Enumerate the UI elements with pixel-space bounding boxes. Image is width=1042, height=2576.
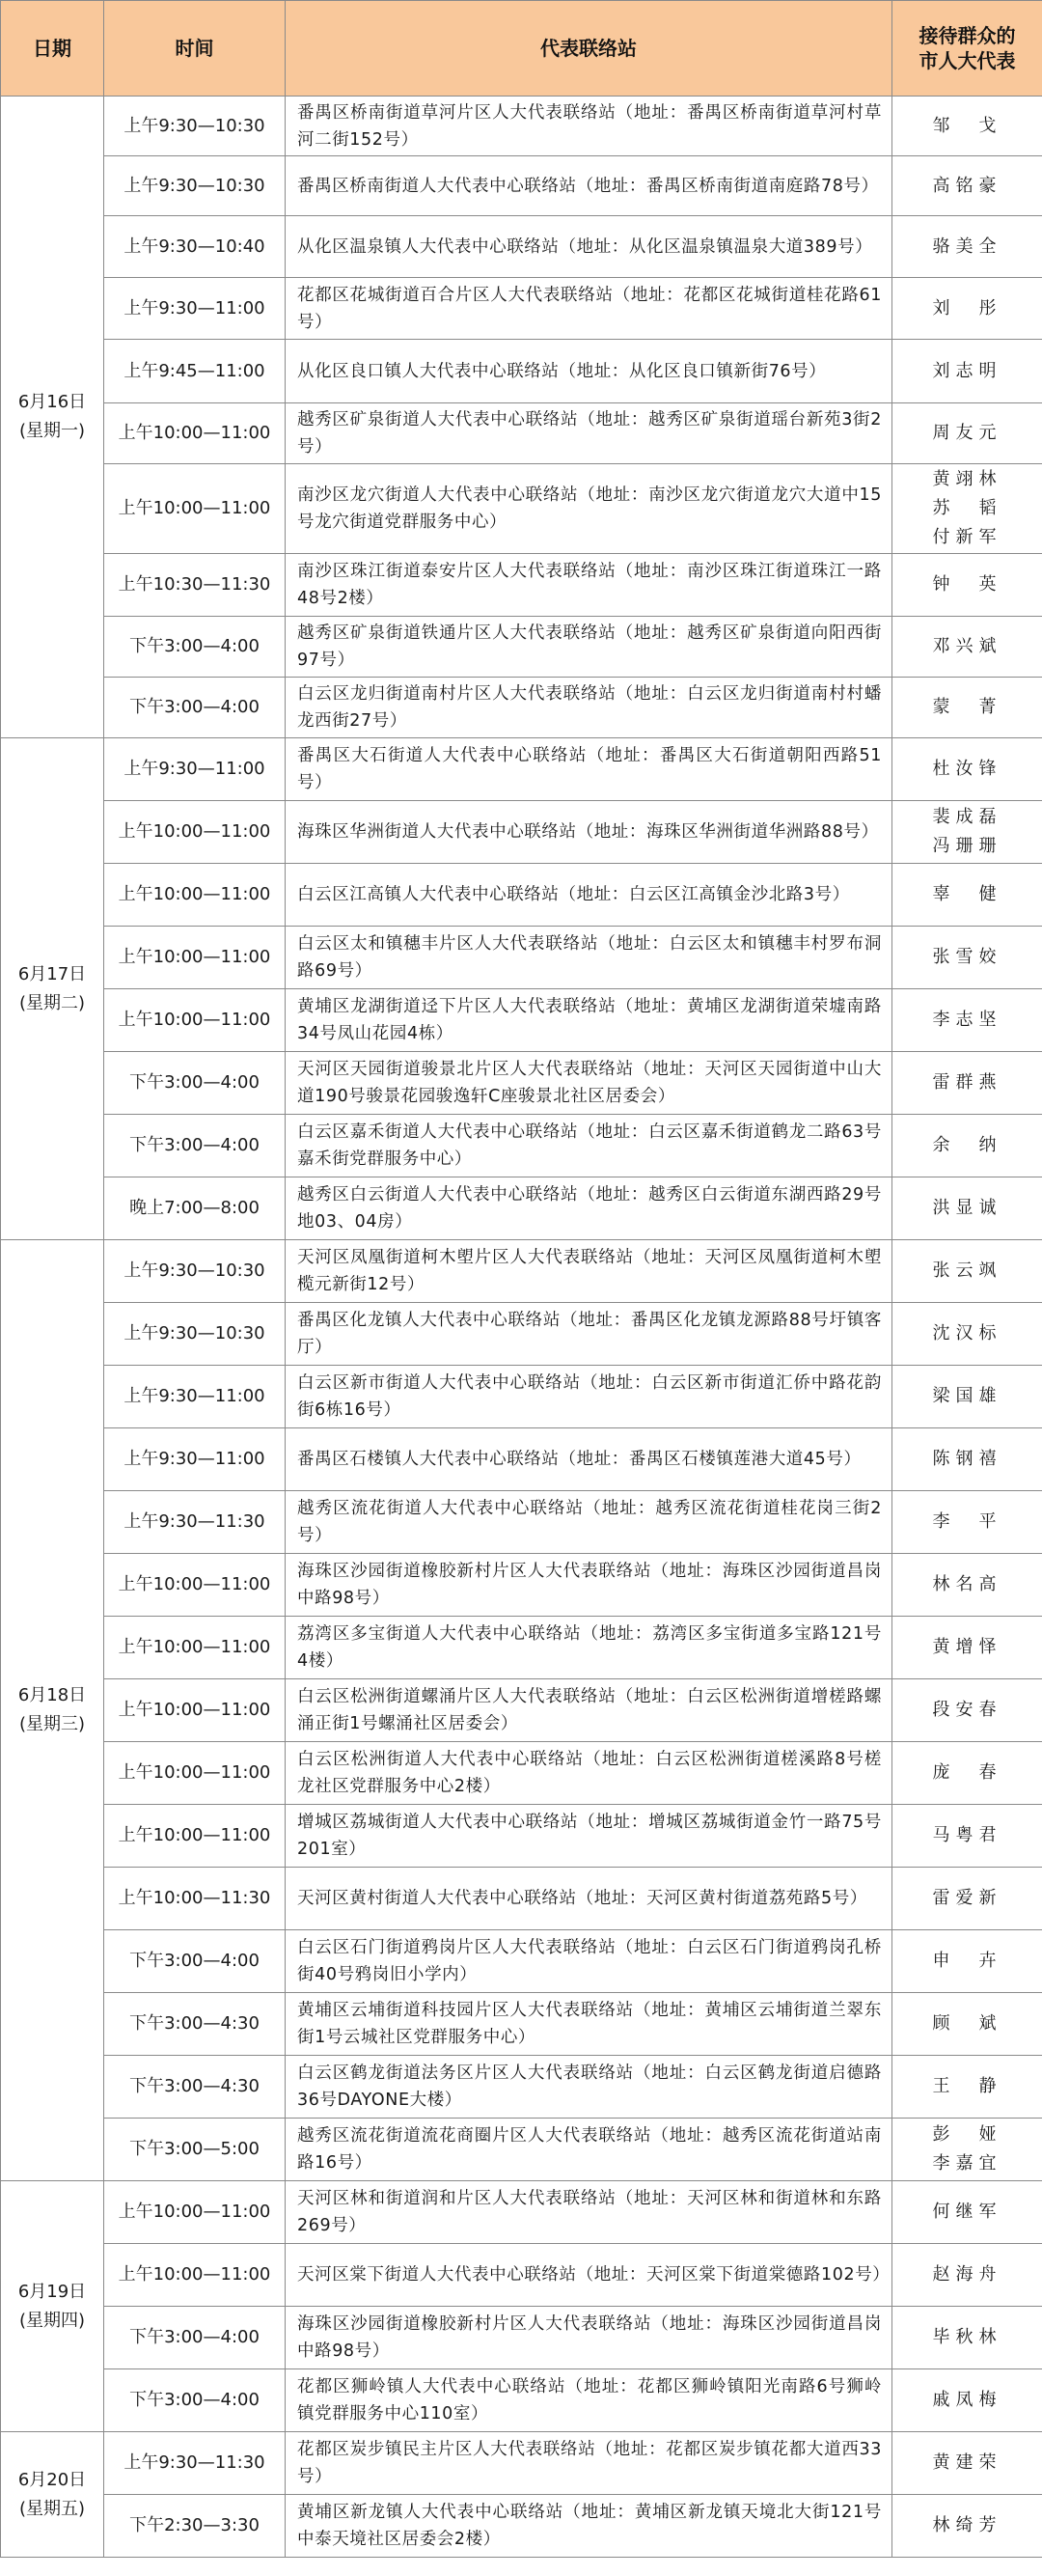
time-cell: 上午10:00—11:00 — [104, 2181, 286, 2244]
rep-cell — [892, 989, 1042, 1052]
table-row — [1, 1617, 1042, 1679]
time-cell: 下午3:00—4:00 — [104, 1115, 286, 1177]
time-cell: 上午10:00—11:00 — [104, 464, 286, 554]
station-cell: 荔湾区多宝街道人大代表中心联络站（地址：荔湾区多宝街道多宝路121号4楼） — [286, 1617, 892, 1679]
table-row — [1, 216, 1042, 278]
weekday-label: (星期二) — [18, 992, 86, 1013]
rep-cell — [892, 617, 1042, 678]
rep-name: 辜 健 — [932, 884, 1002, 904]
table-row — [1, 1303, 1042, 1366]
rep-cell — [892, 864, 1042, 927]
time-cell: 下午3:00—4:00 — [104, 2369, 286, 2432]
table-row — [1, 1366, 1042, 1428]
rep-name: 裴成磊 — [932, 807, 1002, 827]
rep-name: 段安春 — [932, 1700, 1002, 1720]
table-row — [1, 2244, 1042, 2307]
rep-cell — [892, 801, 1042, 864]
station-cell: 从化区良口镇人大代表中心联络站（地址：从化区良口镇新街76号） — [286, 340, 892, 403]
table-row — [1, 1868, 1042, 1930]
time-cell: 上午10:00—11:30 — [104, 1868, 286, 1930]
time-cell: 上午10:00—11:00 — [104, 801, 286, 864]
station-cell: 天河区黄村街道人大代表中心联络站（地址：天河区黄村街道荔苑路5号） — [286, 1868, 892, 1930]
rep-cell — [892, 1554, 1042, 1617]
rep-cell — [892, 216, 1042, 278]
time-cell: 下午2:30—3:30 — [104, 2495, 286, 2558]
rep-name: 戚凤梅 — [932, 2390, 1002, 2410]
rep-cell — [892, 738, 1042, 801]
rep-cell — [892, 156, 1042, 216]
rep-cell — [892, 2244, 1042, 2307]
time-cell: 上午9:30—10:30 — [104, 1240, 286, 1303]
station-cell: 白云区鹤龙街道法务区片区人大代表联络站（地址：白云区鹤龙街道启德路36号DAYONE大楼） — [286, 2056, 892, 2119]
station-cell: 越秀区矿泉街道人大代表中心联络站（地址：越秀区矿泉街道瑶台新苑3街2号） — [286, 403, 892, 464]
time-cell: 上午9:30—11:30 — [104, 1491, 286, 1554]
station-cell: 南沙区珠江街道泰安片区人大代表联络站（地址：南沙区珠江街道珠江一路48号2楼） — [286, 554, 892, 617]
table-row — [1, 2181, 1042, 2244]
station-cell: 白云区江高镇人大代表中心联络站（地址：白云区江高镇金沙北路3号） — [286, 864, 892, 927]
rep-cell — [892, 1240, 1042, 1303]
weekday-label: (星期三) — [18, 1714, 86, 1734]
rep-name: 邓兴斌 — [932, 636, 1002, 656]
date-label: 6月19日 — [17, 2281, 87, 2302]
date-cell — [1, 738, 104, 1240]
weekday-label: (星期四) — [18, 2310, 86, 2331]
station-cell: 白云区新市街道人大代表中心联络站（地址：白云区新市街道汇侨中路花韵街6栋16号） — [286, 1366, 892, 1428]
rep-name: 顾 斌 — [932, 2013, 1002, 2034]
station-cell: 白云区龙归街道南村片区人大代表联络站（地址：白云区龙归街道南村村蟠龙西街27号） — [286, 678, 892, 738]
time-cell: 下午3:00—4:00 — [104, 617, 286, 678]
time-cell: 上午9:30—11:30 — [104, 2432, 286, 2495]
rep-cell — [892, 1679, 1042, 1742]
table-row — [1, 2495, 1042, 2558]
table-row — [1, 1993, 1042, 2056]
table-row — [1, 864, 1042, 927]
table-row — [1, 1052, 1042, 1115]
rep-cell — [892, 1052, 1042, 1115]
time-cell: 下午3:00—5:00 — [104, 2119, 286, 2181]
time-cell: 下午3:00—4:00 — [104, 678, 286, 738]
station-cell: 番禺区桥南街道草河片区人大代表联络站（地址：番禺区桥南街道草河村草河二街152号） — [286, 97, 892, 156]
station-cell: 越秀区矿泉街道铁通片区人大代表联络站（地址：越秀区矿泉街道向阳西街97号） — [286, 617, 892, 678]
table-row — [1, 554, 1042, 617]
station-cell: 天河区凤凰街道柯木塱片区人大代表联络站（地址：天河区凤凰街道柯木塱榄元新街12号） — [286, 1240, 892, 1303]
table-row — [1, 989, 1042, 1052]
rep-name: 雷群燕 — [932, 1072, 1002, 1093]
table-row — [1, 97, 1042, 156]
rep-cell — [892, 678, 1042, 738]
rep-name: 沈汉标 — [932, 1323, 1002, 1343]
table-row — [1, 927, 1042, 989]
rep-cell — [892, 1805, 1042, 1868]
time-cell: 下午3:00—4:30 — [104, 2056, 286, 2119]
time-cell: 上午10:00—11:00 — [104, 403, 286, 464]
table-row — [1, 1930, 1042, 1993]
rep-name: 黄增怿 — [932, 1637, 1002, 1657]
rep-cell — [892, 340, 1042, 403]
rep-cell — [892, 1303, 1042, 1366]
time-cell: 上午9:30—11:00 — [104, 1428, 286, 1491]
station-cell: 白云区嘉禾街道人大代表中心联络站（地址：白云区嘉禾街道鹤龙二路63号嘉禾街党群服务中心） — [286, 1115, 892, 1177]
rep-name: 冯珊珊 — [932, 836, 1002, 856]
table-row — [1, 1115, 1042, 1177]
station-cell: 海珠区华洲街道人大代表中心联络站（地址：海珠区华洲街道华洲路88号） — [286, 801, 892, 864]
rep-cell — [892, 1617, 1042, 1679]
station-cell: 白云区松洲街道人大代表中心联络站（地址：白云区松洲街道槎溪路8号槎龙社区党群服务中心2楼） — [286, 1742, 892, 1805]
rep-cell — [892, 1366, 1042, 1428]
rep-name: 杜汝锋 — [932, 759, 1002, 779]
rep-cell — [892, 1930, 1042, 1993]
time-cell: 晚上7:00—8:00 — [104, 1177, 286, 1240]
rep-cell — [892, 1177, 1042, 1240]
table-row — [1, 2307, 1042, 2369]
date-cell — [1, 97, 104, 738]
rep-name: 刘 彤 — [932, 297, 1002, 319]
header-rep: 接待群众的市人大代表 — [892, 1, 1042, 97]
station-cell: 海珠区沙园街道橡胶新村片区人大代表联络站（地址：海珠区沙园街道昌岗中路98号） — [286, 1554, 892, 1617]
rep-cell — [892, 1428, 1042, 1491]
table-row — [1, 403, 1042, 464]
time-cell: 上午9:30—11:00 — [104, 738, 286, 801]
table-row — [1, 801, 1042, 864]
rep-name: 毕秋林 — [932, 2327, 1002, 2347]
rep-name: 张云飒 — [932, 1260, 1002, 1281]
weekday-label: (星期五) — [18, 2498, 86, 2519]
rep-name: 邹 戈 — [932, 115, 1002, 136]
rep-cell — [892, 2432, 1042, 2495]
station-cell: 天河区林和街道润和片区人大代表联络站（地址：天河区林和街道林和东路269号） — [286, 2181, 892, 2244]
station-cell: 越秀区流花街道流花商圈片区人大代表联络站（地址：越秀区流花街道站南路16号） — [286, 2119, 892, 2181]
table-row — [1, 1679, 1042, 1742]
header-station: 代表联络站 — [286, 1, 892, 97]
table-row — [1, 617, 1042, 678]
rep-name: 何继军 — [932, 2202, 1002, 2222]
rep-name: 林名高 — [932, 1574, 1002, 1594]
rep-cell — [892, 1868, 1042, 1930]
header-row — [1, 1, 1042, 97]
station-cell: 花都区炭步镇民主片区人大代表联络站（地址：花都区炭步镇花都大道西33号） — [286, 2432, 892, 2495]
rep-name: 周友元 — [932, 423, 1002, 443]
time-cell: 上午9:30—10:30 — [104, 1303, 286, 1366]
table-row — [1, 1554, 1042, 1617]
rep-name: 李志坚 — [932, 1010, 1002, 1030]
station-cell: 花都区狮岭镇人大代表中心联络站（地址：花都区狮岭镇阳光南路6号狮岭镇党群服务中心110室） — [286, 2369, 892, 2432]
time-cell: 上午9:30—11:00 — [104, 278, 286, 340]
rep-name: 陈钢禧 — [932, 1449, 1002, 1469]
date-label: 6月17日 — [17, 963, 87, 984]
station-cell: 番禺区化龙镇人大代表中心联络站（地址：番禺区化龙镇龙源路88号圩镇客厅） — [286, 1303, 892, 1366]
rep-name: 彭 娅 — [932, 2124, 1002, 2145]
station-cell: 番禺区桥南街道人大代表中心联络站（地址：番禺区桥南街道南庭路78号） — [286, 156, 892, 216]
time-cell: 上午10:00—11:00 — [104, 1617, 286, 1679]
rep-name: 付新军 — [932, 527, 1002, 547]
rep-name: 马粤君 — [932, 1825, 1002, 1845]
rep-name: 钟 英 — [932, 574, 1002, 595]
station-cell: 白云区太和镇穗丰片区人大代表联络站（地址：白云区太和镇穗丰村罗布洞路69号） — [286, 927, 892, 989]
header-date: 日期 — [1, 1, 104, 97]
rep-name: 刘志明 — [932, 360, 1002, 381]
station-cell: 天河区天园街道骏景北片区人大代表联络站（地址：天河区天园街道中山大道190号骏景花园骏逸轩C座骏景北社区居委会） — [286, 1052, 892, 1115]
rep-cell — [892, 2119, 1042, 2181]
date-cell — [1, 1240, 104, 2181]
date-label: 6月20日 — [17, 2469, 87, 2490]
table-row — [1, 2432, 1042, 2495]
table-row — [1, 1177, 1042, 1240]
rep-name: 雷爱新 — [932, 1888, 1002, 1908]
table-row — [1, 2369, 1042, 2432]
time-cell: 上午9:30—10:30 — [104, 97, 286, 156]
table-row — [1, 678, 1042, 738]
rep-name: 申 卉 — [932, 1951, 1002, 1971]
date-label: 6月18日 — [17, 1685, 87, 1705]
rep-cell — [892, 927, 1042, 989]
rep-name: 苏 韬 — [932, 498, 1002, 518]
table-row — [1, 1428, 1042, 1491]
table-row — [1, 1805, 1042, 1868]
rep-name: 骆美全 — [932, 235, 1002, 257]
time-cell: 上午9:45—11:00 — [104, 340, 286, 403]
rep-cell — [892, 2181, 1042, 2244]
station-cell: 花都区花城街道百合片区人大代表联络站（地址：花都区花城街道桂花路61号） — [286, 278, 892, 340]
weekday-label: (星期一) — [18, 421, 86, 441]
rep-cell — [892, 278, 1042, 340]
rep-name: 梁国雄 — [932, 1386, 1002, 1406]
station-cell: 番禺区石楼镇人大代表中心联络站（地址：番禺区石楼镇莲港大道45号） — [286, 1428, 892, 1491]
rep-cell — [892, 1491, 1042, 1554]
station-cell: 增城区荔城街道人大代表中心联络站（地址：增城区荔城街道金竹一路75号201室） — [286, 1805, 892, 1868]
station-cell: 越秀区白云街道人大代表中心联络站（地址：越秀区白云街道东湖西路29号地03、04房） — [286, 1177, 892, 1240]
time-cell: 上午10:00—11:00 — [104, 927, 286, 989]
station-cell: 白云区石门街道鸦岗片区人大代表联络站（地址：白云区石门街道鸦岗孔桥街40号鸦岗旧小学内） — [286, 1930, 892, 1993]
schedule-body — [1, 97, 1042, 2558]
rep-cell — [892, 2369, 1042, 2432]
table-row — [1, 278, 1042, 340]
rep-name: 赵海舟 — [932, 2264, 1002, 2285]
rep-cell — [892, 2495, 1042, 2558]
time-cell: 上午10:00—11:00 — [104, 1554, 286, 1617]
time-cell: 上午9:30—11:00 — [104, 1366, 286, 1428]
rep-cell — [892, 554, 1042, 617]
time-cell: 下午3:00—4:00 — [104, 2307, 286, 2369]
rep-cell — [892, 1742, 1042, 1805]
rep-name: 庞 春 — [932, 1762, 1002, 1783]
table-row — [1, 738, 1042, 801]
time-cell: 上午10:30—11:30 — [104, 554, 286, 617]
time-cell: 上午10:00—11:00 — [104, 1805, 286, 1868]
time-cell: 上午9:30—10:40 — [104, 216, 286, 278]
rep-name: 李 平 — [932, 1511, 1002, 1532]
date-cell — [1, 2432, 104, 2558]
table-row — [1, 340, 1042, 403]
time-cell: 下午3:00—4:30 — [104, 1993, 286, 2056]
rep-cell — [892, 403, 1042, 464]
table-row — [1, 2119, 1042, 2181]
time-cell: 上午10:00—11:00 — [104, 1679, 286, 1742]
station-cell: 南沙区龙穴街道人大代表中心联络站（地址：南沙区龙穴街道龙穴大道中15号龙穴街道党群服务中心） — [286, 464, 892, 554]
time-cell: 下午3:00—4:00 — [104, 1930, 286, 1993]
station-cell: 黄埔区龙湖街道迳下片区人大代表联络站（地址：黄埔区龙湖街道荣墟南路34号凤山花园4栋） — [286, 989, 892, 1052]
station-cell: 越秀区流花街道人大代表中心联络站（地址：越秀区流花街道桂花岗三街2号） — [286, 1491, 892, 1554]
table-row — [1, 464, 1042, 554]
time-cell: 上午10:00—11:00 — [104, 989, 286, 1052]
station-cell: 黄埔区云埔街道科技园片区人大代表联络站（地址：黄埔区云埔街道兰翠东街1号云城社区党群服务中心） — [286, 1993, 892, 2056]
time-cell: 上午9:30—10:30 — [104, 156, 286, 216]
date-label: 6月16日 — [17, 392, 87, 412]
rep-name: 张雪姣 — [932, 947, 1002, 967]
station-cell: 白云区松洲街道螺涌片区人大代表联络站（地址：白云区松洲街道增槎路螺涌正街1号螺涌社区居委会） — [286, 1679, 892, 1742]
rep-name: 高铭豪 — [932, 175, 1002, 196]
station-cell: 从化区温泉镇人大代表中心联络站（地址：从化区温泉镇温泉大道389号） — [286, 216, 892, 278]
station-cell: 天河区棠下街道人大代表中心联络站（地址：天河区棠下街道棠德路102号） — [286, 2244, 892, 2307]
station-cell: 番禺区大石街道人大代表中心联络站（地址：番禺区大石街道朝阳西路51号） — [286, 738, 892, 801]
rep-name: 王 静 — [932, 2076, 1002, 2096]
rep-name: 黄翊林 — [932, 469, 1002, 489]
table-row — [1, 156, 1042, 216]
rep-name: 李嘉宜 — [932, 2153, 1002, 2174]
rep-cell — [892, 1993, 1042, 2056]
rep-name: 余 纳 — [932, 1135, 1002, 1155]
time-cell: 下午3:00—4:00 — [104, 1052, 286, 1115]
table-row — [1, 1240, 1042, 1303]
time-cell: 上午10:00—11:00 — [104, 864, 286, 927]
station-cell: 海珠区沙园街道橡胶新村片区人大代表联络站（地址：海珠区沙园街道昌岗中路98号） — [286, 2307, 892, 2369]
header-time: 时间 — [104, 1, 286, 97]
rep-cell — [892, 2307, 1042, 2369]
table-row — [1, 1491, 1042, 1554]
table-row — [1, 2056, 1042, 2119]
rep-cell — [892, 1115, 1042, 1177]
time-cell: 上午10:00—11:00 — [104, 1742, 286, 1805]
rep-name: 黄建荣 — [932, 2452, 1002, 2473]
rep-name: 林绮芳 — [932, 2515, 1002, 2535]
rep-name: 蒙 菁 — [932, 697, 1002, 717]
station-cell: 黄埔区新龙镇人大代表中心联络站（地址：黄埔区新龙镇天境北大街121号中泰天境社区居委会2楼） — [286, 2495, 892, 2558]
rep-cell — [892, 97, 1042, 156]
date-cell — [1, 2181, 104, 2432]
time-cell: 上午10:00—11:00 — [104, 2244, 286, 2307]
rep-cell — [892, 2056, 1042, 2119]
rep-cell — [892, 464, 1042, 554]
rep-name: 洪显诚 — [932, 1198, 1002, 1218]
table-row — [1, 1742, 1042, 1805]
